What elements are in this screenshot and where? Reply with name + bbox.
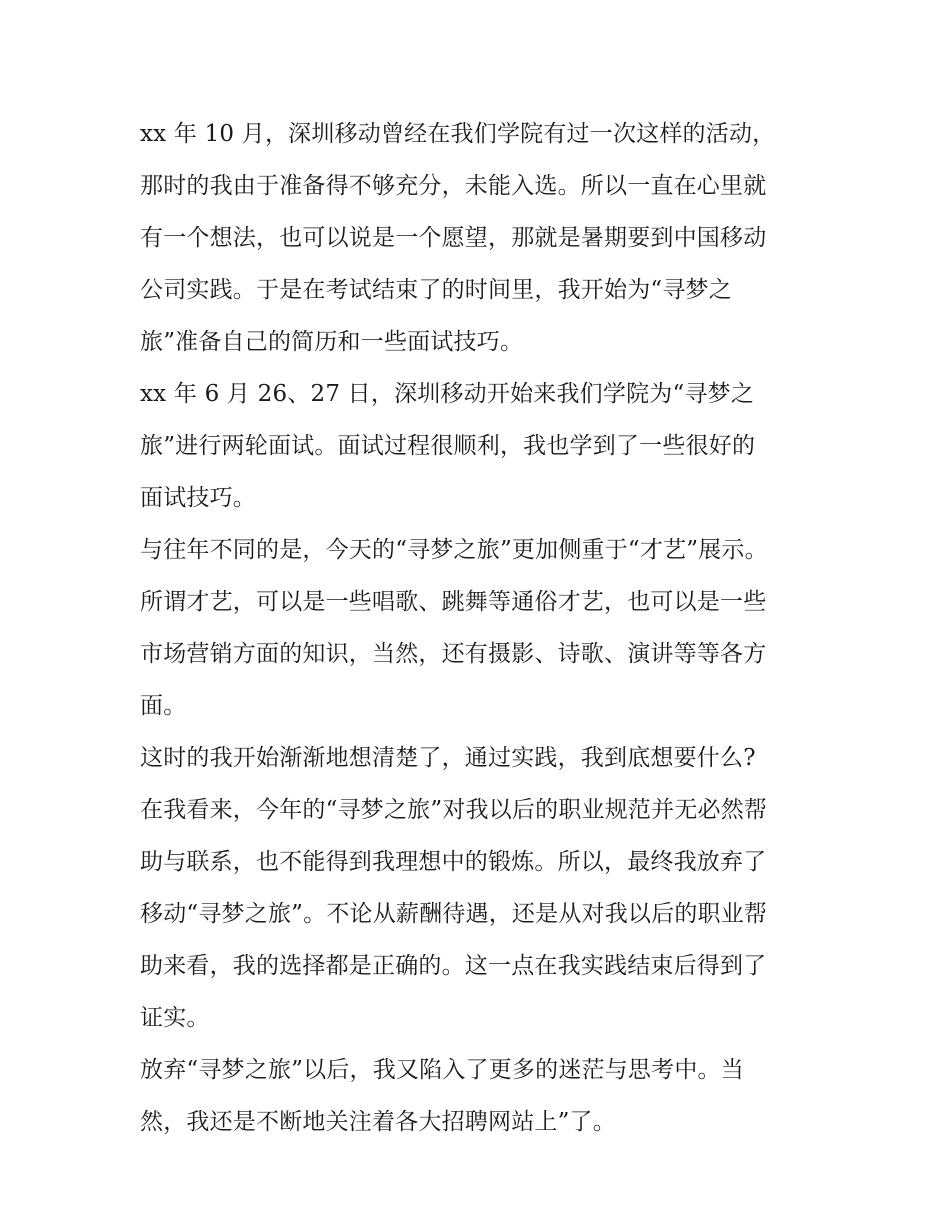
text-line: 助与联系，也不能得到我理想中的锻炼。所以，最终我放弃了 — [140, 849, 767, 875]
text-line: xx 年 6 月 26、27 日，深圳移动开始来我们学院为“寻梦之 — [140, 381, 755, 407]
text-line: 面试技巧。 — [140, 485, 256, 511]
text-line: 市场营销方面的知识，当然，还有摄影、诗歌、演讲等等各方 — [140, 641, 767, 667]
text-line: 然，我还是不断地关注着各大招聘网站上”了。 — [140, 1109, 616, 1135]
text-line: 与往年不同的是，今天的“寻梦之旅”更加侧重于“才艺”展示。 — [140, 537, 768, 563]
text-line: 旅”准备自己的简历和一些面试技巧。 — [140, 329, 524, 355]
text-line: 旅”进行两轮面试。面试过程很顺利，我也学到了一些很好的 — [140, 433, 756, 459]
text-line: 所谓才艺，可以是一些唱歌、跳舞等通俗才艺，也可以是一些 — [140, 589, 767, 615]
text-line: 放弃“寻梦之旅”以后，我又陷入了更多的迷茫与思考中。当 — [140, 1057, 744, 1083]
text-line: 有一个想法，也可以说是一个愿望，那就是暑期要到中国移动 — [140, 225, 767, 251]
document-body — [140, 108, 820, 1148]
text-line: 证实。 — [140, 1005, 210, 1031]
text-line: 助来看，我的选择都是正确的。这一点在我实践结束后得到了 — [140, 953, 767, 979]
text-line: 面。 — [140, 693, 187, 719]
text-line: 移动“寻梦之旅”。不论从薪酬待遇，还是从对我以后的职业帮 — [140, 901, 768, 927]
text-line: 公司实践。于是在考试结束了的时间里，我开始为“寻梦之 — [140, 277, 732, 303]
text-line: 这时的我开始渐渐地想清楚了，通过实践，我到底想要什么? — [140, 745, 756, 771]
text-line: 在我看来，今年的“寻梦之旅”对我以后的职业规范并无必然帮 — [140, 797, 768, 823]
text-line: xx 年 10 月，深圳移动曾经在我们学院有过一次这样的活动， — [140, 121, 776, 147]
text-line: 那时的我由于准备得不够充分，未能入选。所以一直在心里就 — [140, 173, 767, 199]
